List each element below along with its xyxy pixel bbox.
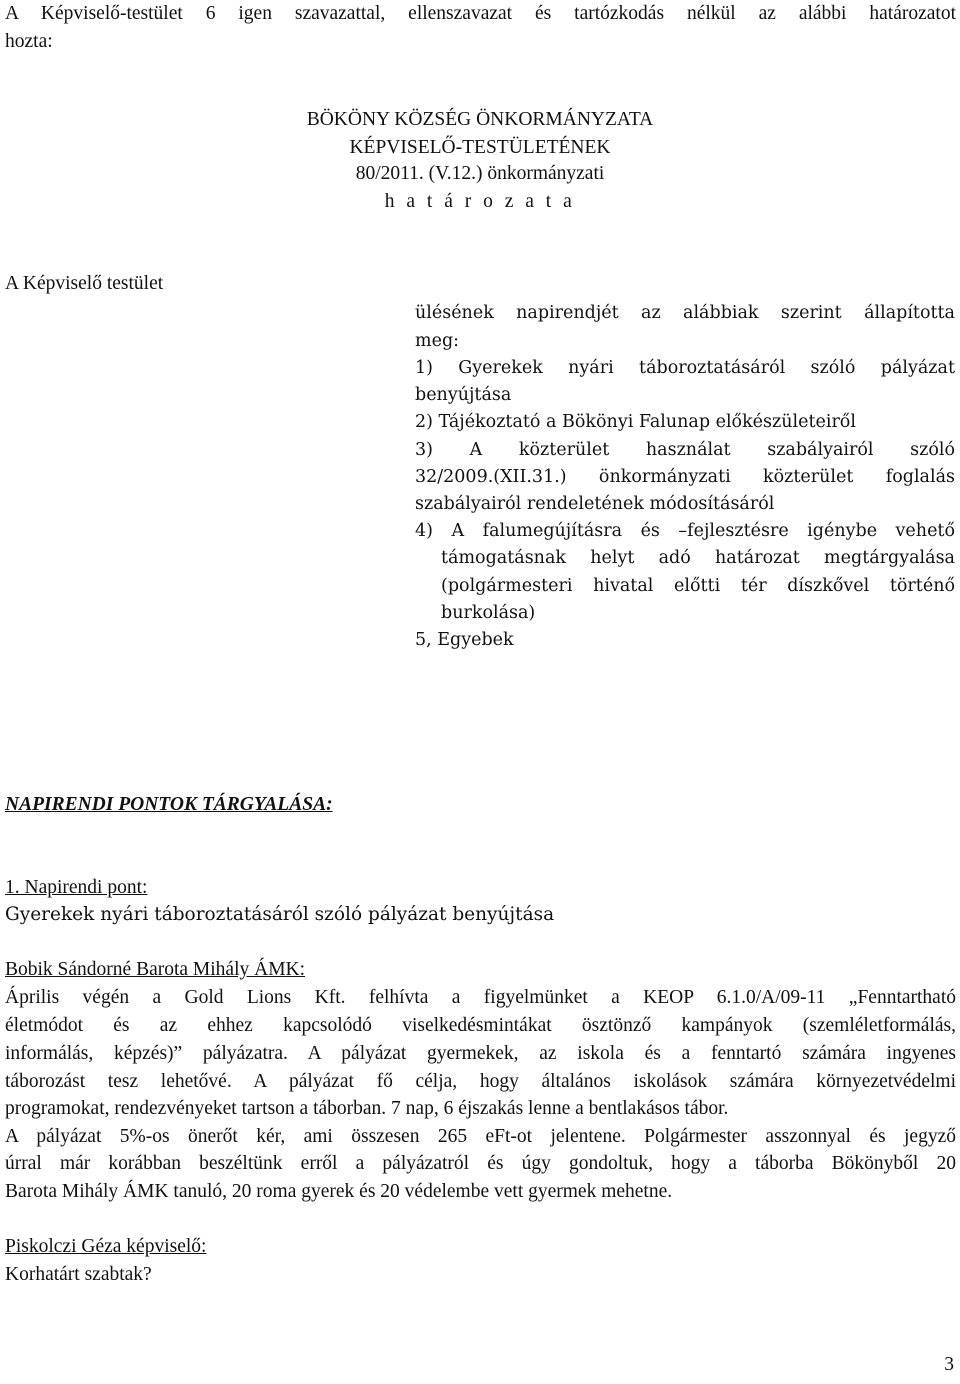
agenda-line: 1) Gyerekek nyári táboroztatásáról szóló pályázat	[415, 358, 955, 378]
agenda-line: benyújtása	[415, 385, 512, 405]
intro-line: hozta:	[5, 31, 53, 52]
statement-line: programokat, rendezvényeket tartson a táborban. 7 nap, 6 éjszakás lenne a bentlakásos tábor.	[5, 1098, 729, 1119]
intro-line: A Képviselő-testület 6 igen szavazattal, ellenszavazat és tartózkodás nélkül az alábbi határozatot	[5, 3, 956, 24]
agenda-line: 5, Egyebek	[415, 630, 514, 650]
speaker-name: Bobik Sándorné Barota Mihály ÁMK:	[5, 959, 306, 980]
statement-line: Április végén a Gold Lions Kft. felhívta a figyelmünket a KEOP 6.1.0/A/09-11 „Fenntartható	[5, 987, 956, 1008]
agenda-line: (polgármesteri hivatal előtti tér díszkővel történő	[441, 576, 955, 596]
resolution-line: KÉPVISELŐ-TESTÜLETÉNEK	[349, 137, 611, 158]
agenda-line: ülésének napirendjét az alábbiak szerint állapította	[415, 303, 955, 323]
page-number: 3	[944, 1354, 954, 1375]
statement-line: A pályázat 5%-os önerőt kér, ami összesen 265 eFt-ot jelentene. Polgármester asszonnyal és jegyző	[5, 1126, 956, 1147]
agenda-line: 4) A falumegújításra és –fejlesztésre igénybe vehető	[415, 521, 955, 541]
statement-line: informálás, képzés)” pályázatra. A pályázat gyermekek, az iskola és a fenntartó számára ingyenes	[5, 1043, 956, 1064]
statement-line: életmódot és az ehhez kapcsolódó viselkedésmintákat ösztönző kampányok (szemléletformálás,	[5, 1015, 956, 1036]
section-heading: NAPIRENDI PONTOK TÁRGYALÁSA:	[5, 794, 333, 815]
agenda-line: burkolása)	[441, 603, 536, 623]
agenda-line: 2) Tájékoztató a Bökönyi Falunap előkészületeiről	[415, 412, 856, 432]
body-title: A Képviselő testület	[5, 273, 164, 294]
agenda-item-title: Gyerekek nyári táboroztatásáról szóló pályázat benyújtása	[5, 904, 555, 925]
agenda-line: meg:	[415, 331, 460, 351]
agenda-item-label: 1. Napirendi pont:	[5, 877, 148, 898]
agenda-line: 32/2009.(XII.31.) önkormányzati közterület foglalás	[415, 467, 955, 487]
agenda-line: szabályairól rendeletének módosításáról	[415, 494, 775, 514]
resolution-line: 80/2011. (V.12.) önkormányzati	[355, 163, 605, 184]
speaker-question: Korhatárt szabtak?	[5, 1264, 152, 1285]
speaker-name: Piskolczi Géza képviselő:	[5, 1236, 207, 1257]
statement-line: táborozást tesz lehetővé. A pályázat fő célja, hogy általános iskolások számára környezetvédelmi	[5, 1071, 956, 1092]
resolution-line: BÖKÖNY KÖZSÉG ÖNKORMÁNYZATA	[306, 109, 654, 130]
resolution-title: h a t á r o z a t a	[384, 191, 576, 212]
agenda-line: támogatásnak helyt adó határozat megtárgyalása	[441, 548, 955, 568]
agenda-line: 3) A közterület használat szabályairól szóló	[415, 440, 955, 460]
statement-line: Barota Mihály ÁMK tanuló, 20 roma gyerek és 20 védelembe vett gyermek mehetne.	[5, 1181, 673, 1202]
statement-line: úrral már korábban beszéltünk erről a pályázatról és úgy gondoltuk, hogy a táborba Bökönyből 20	[5, 1153, 956, 1174]
